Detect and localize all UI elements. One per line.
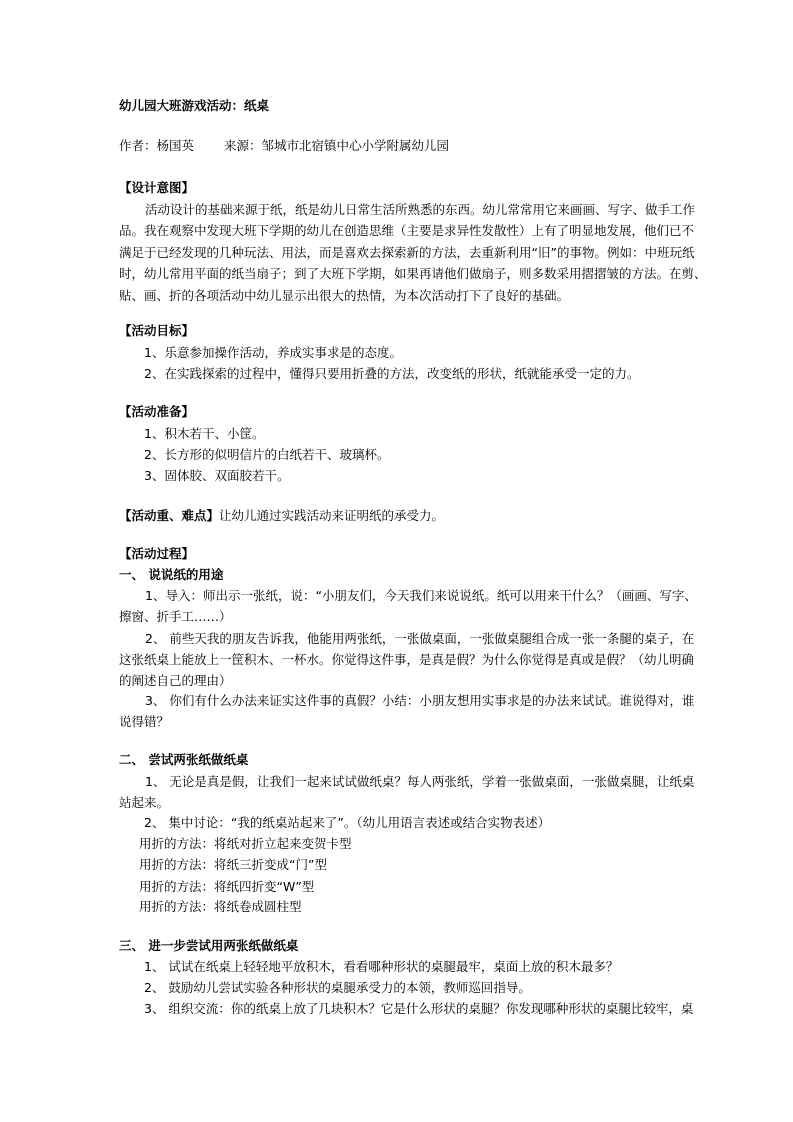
source: 来源：邹城市北宿镇中心小学附属幼儿园 bbox=[224, 138, 450, 153]
byline bbox=[119, 138, 449, 154]
fold-method: 用折的方法：将纸卷成圆柱型 bbox=[139, 899, 302, 914]
part2-line: 1、 无论是真是假，让我们一起来试试做纸桌？每人两张纸，学着一张做桌面，一张做桌腿，让纸桌 bbox=[145, 774, 695, 789]
prep-item: 3、固体胶、双面胶若干。 bbox=[144, 468, 290, 483]
design-line: 满足于已经发现的几种玩法、用法，而是喜欢去探索新的方法，去重新利用“旧”的事物。例如：中班玩纸 bbox=[119, 245, 695, 260]
goal-item: 1、乐意参加操作活动，养成实事求是的态度。 bbox=[144, 345, 402, 360]
part1-line: 擦窗、折手工……） bbox=[119, 609, 232, 624]
fold-method: 用折的方法：将纸对折立起来变贺卡型 bbox=[139, 836, 352, 851]
part2-heading: 二、 尝试两张纸做纸桌 bbox=[119, 752, 249, 767]
part1-line: 说得错？ bbox=[119, 714, 170, 729]
part3-heading: 三、 进一步尝试用两张纸做纸桌 bbox=[119, 938, 299, 953]
author: 作者：杨国英 bbox=[119, 138, 195, 153]
part2-line: 2、 集中讨论：“我的纸桌站起来了”。（幼儿用语言表述或结合实物表述） bbox=[144, 815, 551, 830]
prep-item: 1、积木若干、小筐。 bbox=[144, 426, 265, 441]
design-line: 时，幼儿常用平面的纸当扇子；到了大班下学期，如果再请他们做扇子，则多数采用摺摺皱的方法。在剪、 bbox=[119, 266, 707, 281]
part3-line: 1、 试试在纸桌上轻轻地平放积木，看看哪种形状的桌腿最牢，桌面上放的积木最多？ bbox=[144, 959, 619, 974]
part1-line: 这张纸桌上能放上一筐积木、一杯水。你觉得这件事，是真是假？为什么你觉得是真或是假？（幼儿明确 bbox=[119, 652, 695, 667]
design-line: 活动设计的基础来源于纸，纸是幼儿日常生活所熟悉的东西。幼儿常常用它来画画、写字、做手工作 bbox=[145, 202, 696, 217]
fold-method: 用折的方法：将纸四折变“W”型 bbox=[139, 879, 315, 894]
key-text: 让幼儿通过实践活动来证明纸的承受力。 bbox=[219, 508, 445, 523]
design-heading: 【设计意图】 bbox=[119, 180, 195, 195]
part1-line: 1、导入：师出示一张纸，说：“小朋友们，今天我们来说说纸。纸可以用来干什么？（画画、写字、 bbox=[145, 588, 697, 603]
design-line: 贴、画、折的各项活动中幼儿显示出很大的热情，为本次活动打下了良好的基础。 bbox=[119, 288, 570, 303]
part1-line: 2、 前些天我的朋友告诉我，他能用两张纸，一张做桌面，一张做桌腿组合成一张一条腿的桌子，在 bbox=[145, 631, 695, 646]
part1-line: 的阐述自己的理由） bbox=[119, 673, 232, 688]
doc-title: 幼儿园大班游戏活动：纸桌 bbox=[119, 98, 270, 113]
part1-line: 3、 你们有什么办法来证实这件事的真假？小结：小朋友想用实事求是的办法来试试。谁说得对，谁 bbox=[145, 693, 695, 708]
fold-method: 用折的方法：将纸三折变成“门”型 bbox=[139, 857, 327, 872]
goal-item: 2、在实践探索的过程中，懂得只要用折叠的方法，改变纸的形状，纸就能承受一定的力。 bbox=[144, 366, 640, 381]
design-line: 品。我在观察中发现大班下学期的幼儿在创造思维（主要是求异性发散性）上有了明显地发展，他们已不 bbox=[119, 223, 695, 238]
prep-item: 2、长方形的似明信片的白纸若干、玻璃杯。 bbox=[144, 447, 390, 462]
part2-line: 站起来。 bbox=[119, 795, 170, 810]
part3-line: 3、 组织交流：你的纸桌上放了几块积木？它是什么形状的桌腿？你发现哪种形状的桌腿比较牢，桌 bbox=[144, 1001, 694, 1016]
prep-heading: 【活动准备】 bbox=[119, 404, 195, 419]
process-heading: 【活动过程】 bbox=[119, 546, 195, 561]
part3-line: 2、 鼓励幼儿尝试实验各种形状的桌腿承受力的本领，教师巡回指导。 bbox=[144, 980, 531, 995]
goals-heading: 【活动目标】 bbox=[119, 323, 195, 338]
key-heading: 【活动重、难点】 bbox=[119, 508, 220, 523]
key-points bbox=[119, 508, 444, 524]
part1-heading: 一、 说说纸的用途 bbox=[119, 567, 224, 582]
